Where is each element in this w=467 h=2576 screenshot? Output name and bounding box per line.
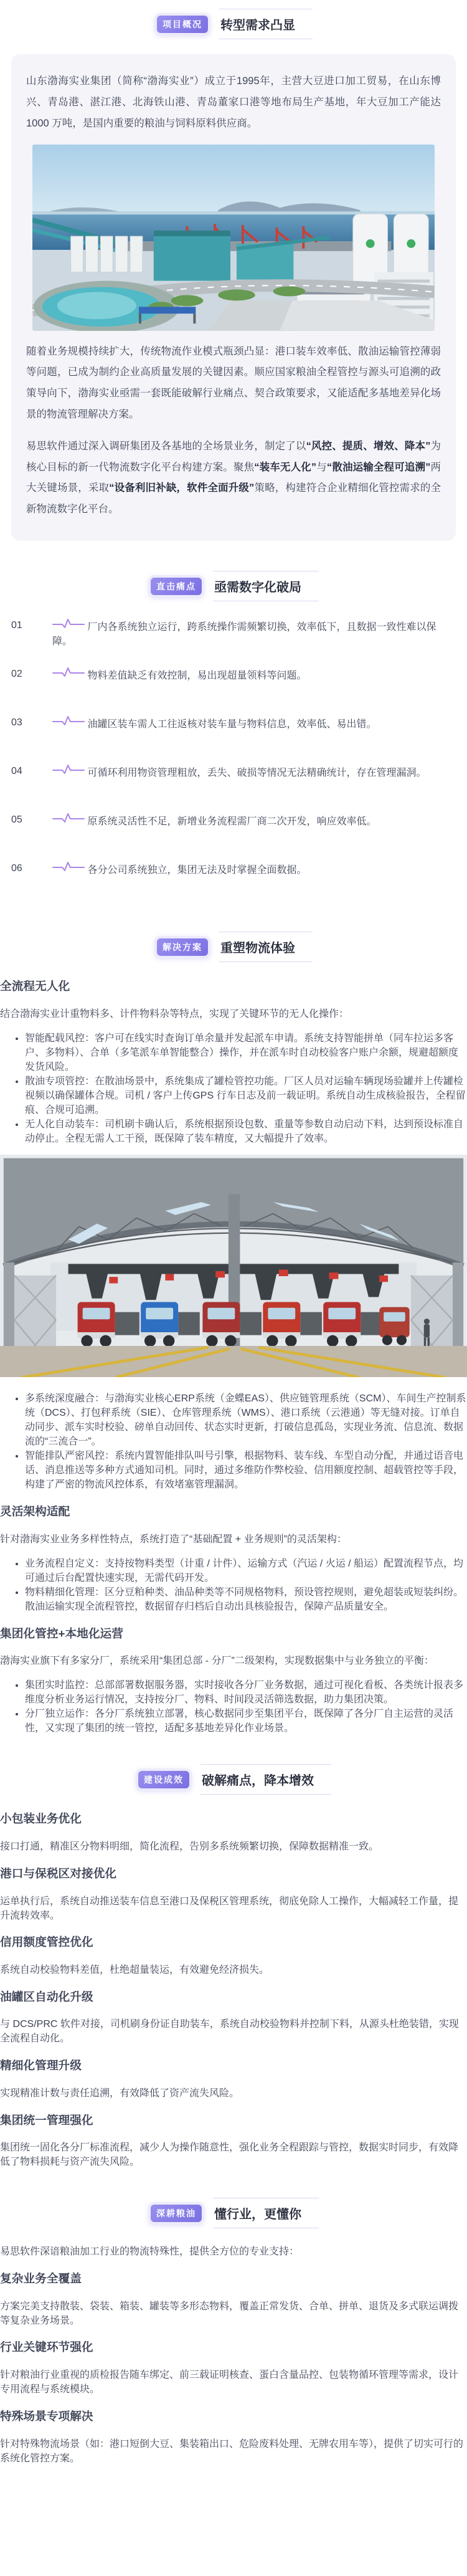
pain-text: 油罐区装车需人工往返核对装车量与物料信息，效率低、易出错。 — [87, 719, 377, 730]
emphasis-text: “设备利旧补缺，软件全面升级” — [109, 482, 255, 494]
solution-card-intro: 针对渤海实业业务多样性特点，系统打造了“基础配置 + 业务规则”的灵活架构： — [0, 1534, 347, 1545]
pain-point-list — [11, 616, 456, 902]
section-header-expertise — [0, 2198, 467, 2228]
info-card-heading: 行业关键环节强化 — [0, 2340, 93, 2354]
expertise-intro: 易思软件深谙粮油加工行业的物流特殊性，提供全方位的专业支持： — [0, 2246, 300, 2258]
pulse-icon — [52, 667, 85, 679]
bullet-text: 与渤海实业核心ERP系统（金蝶EAS）、供应链管理系统（SCM）、车间生产控制系统（DCS）、打包秤系统（SIE）、仓库管理系统（WMS）、港口系统（云港通）等无缝对接。订单自动同步、派车实时校验、磅单自动回传、状态实时更新，打破信息孤岛，实现业务流、信息流、数据流的“三流合一”。 — [25, 1393, 466, 1448]
pain-number-badge: 02 — [11, 669, 22, 680]
pain-text: 可循环利用物资管理粗放，丢失、破损等情况无法精确统计，存在管理漏洞。 — [87, 768, 427, 779]
result-card — [0, 2056, 467, 2099]
section-header-overview — [0, 9, 467, 39]
bullet-text: 区分豆粕种类、油品种类等不同规格物料，预设管控规则，避免超装或短装纠纷。散油运输实现全流程管控，数据留存归档后自动出具核验报告，保障产品质量安全。 — [25, 1586, 464, 1612]
result-card — [0, 1810, 467, 1853]
pain-number-badge: 03 — [11, 717, 22, 728]
expertise-card — [0, 2269, 467, 2327]
solution-bullet — [25, 1677, 467, 1705]
result-card — [0, 1988, 467, 2045]
bullet-lead: 散油专项管控： — [25, 1076, 95, 1087]
solution-bullet — [25, 1073, 467, 1116]
info-card-text: 实现精准计数与责任追溯，有效降低了资产流失风险。 — [0, 2087, 240, 2099]
solution-bullet — [25, 1705, 467, 1734]
overview-paragraph-3 — [26, 436, 441, 520]
emphasis-text: “散油运输全程可追溯” — [326, 461, 431, 473]
solution-card-intro: 渤海实业旗下有多家分厂，系统采用“集团总部 - 分厂”二级架构，实现数据集中与业务独立的平衡： — [0, 1656, 434, 1667]
section-header-results — [0, 1764, 467, 1795]
pulse-icon — [52, 619, 85, 630]
overview-card — [11, 54, 456, 541]
bullet-text: 总部部署数据服务器，实时接收各分厂业务数据，通过可视化看板、各类统计报表多维度分析业务运行情况，支持按分厂、物料、时间段灵活筛选数据，助力集团决策。 — [25, 1680, 464, 1705]
section-badge-frame — [136, 1768, 192, 1791]
truck-loading-bay-photo — [0, 1155, 467, 1381]
result-card — [0, 1864, 467, 1922]
pain-text: 物料差值缺乏有效控制，易出现超量领料等问题。 — [87, 670, 307, 682]
results-card-group — [0, 1810, 467, 2168]
info-card-heading: 油罐区自动化升级 — [0, 1990, 93, 2003]
pain-number-badge: 01 — [11, 620, 22, 631]
pain-number-badge: 06 — [11, 863, 22, 874]
pain-number-badge: 04 — [11, 766, 22, 777]
pain-number-badge: 05 — [11, 814, 22, 826]
section-badge-pain: 直击痛点 — [151, 578, 202, 595]
expertise-card — [0, 2407, 467, 2464]
bullet-text: 支持按物料类型（计重 / 计件）、运输方式（汽运 / 火运 / 船运）配置流程节点，均可通过后台配置快速实现，无需代码开发。 — [25, 1558, 464, 1583]
plain-text: 易思软件通过深入调研集团及各基地的全场景业务，制定了以 — [26, 440, 306, 452]
section-header-pain — [0, 571, 467, 601]
section-badge-overview: 项目概况 — [157, 16, 208, 33]
section-title-overview: 转型需求凸显 — [219, 9, 313, 39]
pulse-icon — [52, 862, 85, 873]
pain-point-item — [11, 811, 456, 853]
bullet-text: 系统内置智能排队叫号引擎，根据物料、装车线、车型自动分配，并通过语音电话、消息推送等多种方式通知司机。同时，通过多维防作弊校验、信用额度控制、超载管控等手段，构建了严密的物流风控体系，有效堵塞管理漏洞。 — [25, 1451, 464, 1491]
info-card-heading: 信用额度管控优化 — [0, 1935, 93, 1949]
plain-text: 为核心目标的新一代物流数字化平台构建方案。聚焦 — [26, 440, 441, 473]
pain-point-item — [11, 713, 456, 756]
info-card-heading: 精细化管理升级 — [0, 2059, 82, 2073]
result-card — [0, 2111, 467, 2168]
pulse-icon — [52, 716, 85, 727]
bullet-lead: 无人化自动装车： — [25, 1119, 105, 1130]
plain-text: 策略，构建符合企业精细化管控需求的全新物流数字化平台。 — [26, 482, 441, 515]
info-card-heading: 特殊场景专项解决 — [0, 2409, 93, 2423]
info-card-text: 系统自动校验物料差值，杜绝超量装运，有效避免经济损失。 — [0, 1964, 270, 1975]
section-badge-frame — [148, 575, 204, 598]
info-card-text: 运单执行后，系统自动推送装车信息至港口及保税区管理系统，彻底免除人工操作，大幅减轻工作量，提升流转效率。 — [0, 1896, 459, 1921]
bullet-text: 司机刷卡确认后，系统根据预设包数、重量等参数自动启动下料，达到预设标准自动停止。全程无需人工干预，既保障了装车精度，又大幅提升了效率。 — [25, 1119, 464, 1144]
truck-loading-illustration — [0, 1155, 467, 1378]
bullet-text: 各分厂系统独立部署，核心数据同步至集团平台，既保障了各分厂自主运营的灵活性，又实现了集团的统一管控，适配多基地差异化作业场景。 — [25, 1709, 454, 1734]
info-card-heading: 复杂业务全覆盖 — [0, 2271, 82, 2285]
solution-card — [0, 1502, 467, 1613]
info-card-heading: 港口与保税区对接优化 — [0, 1866, 117, 1880]
solution-bullet — [25, 1584, 467, 1613]
solution-bullet — [25, 1555, 467, 1584]
solution-bullet — [25, 1030, 467, 1073]
expertise-card-group — [0, 2269, 467, 2464]
info-card-text: 与 DCS/PRC 软件对接，司机刷身份证自助装车，系统自动校验物料并控制下料，从源头杜绝装错，实现全流程自动化。 — [0, 2019, 459, 2044]
pain-point-item — [11, 859, 456, 902]
bullet-lead: 物料精细化管理： — [25, 1586, 105, 1598]
info-card-text: 方案完美支持散装、袋装、箱装、罐装等多形态物料，覆盖正常发货、合单、拼单、退货及多式联运调拨等复杂业务场景。 — [0, 2301, 459, 2326]
solution-bullet — [25, 1448, 467, 1491]
bullet-lead: 集团实时监控： — [25, 1680, 95, 1691]
section-header-solution — [0, 932, 467, 962]
section-badge-frame — [154, 936, 210, 958]
solution-card-intro: 结合渤海实业计重物料多、计件物料杂等特点，实现了关键环节的无人化操作： — [0, 1008, 349, 1019]
section-badge-frame — [148, 2202, 204, 2225]
solution-card-group — [0, 977, 467, 1734]
emphasis-text: “风控、提质、增效、降本” — [306, 440, 431, 452]
section-badge-results: 建设成效 — [138, 1771, 189, 1788]
emphasis-text: “装车无人化” — [254, 461, 317, 473]
bullet-text: 在散油场景中，系统集成了罐检管控功能。厂区人员对运输车辆现场验罐并上传罐检视频以确保罐体合规。司机 / 客户上传GPS 行车日志及前一载证明。系统自动生成核验报告，全程留痕、合规可追溯。 — [25, 1076, 466, 1115]
info-card-text: 针对特殊物流场景（如：港口短倒大豆、集装箱出口、危险废料处理、无牌农用车等），提供了切实可行的系统化管控方案。 — [0, 2438, 464, 2464]
info-card-heading: 集团统一管理强化 — [0, 2113, 93, 2127]
info-card-text: 接口打通，精准区分物料明细，简化流程，告别多系统频繁切换，保障数据精准一致。 — [0, 1841, 379, 1853]
section-title-results: 破解痛点，降本增效 — [200, 1764, 331, 1795]
pulse-icon — [52, 765, 85, 776]
pain-text: 厂内各系统独立运行，跨系统操作需频繁切换，效率低下，且数据一致性难以保障。 — [52, 622, 436, 647]
solution-bullet-list — [0, 1390, 467, 1491]
solution-bullet-list — [0, 1677, 467, 1734]
pulse-icon — [52, 813, 85, 824]
pain-point-item — [11, 616, 456, 659]
section-title-solution: 重塑物流体验 — [219, 932, 313, 962]
section-badge-frame — [154, 13, 210, 36]
solution-bullet-list — [0, 1030, 467, 1145]
solution-bullet — [25, 1116, 467, 1145]
section-badge-solution: 解决方案 — [157, 938, 208, 956]
bullet-lead: 多系统深度融合： — [25, 1393, 105, 1405]
result-card — [0, 1933, 467, 1976]
bullet-lead: 业务流程自定义： — [25, 1558, 105, 1569]
overview-paragraph-2: 随着业务规模持续扩大，传统物流作业模式瓶颈凸显：港口装车效率低、散油运输管控薄弱等问题，已成为制约企业高质量发展的关键因素。顺应国家粮油全程管控与源头可追溯的政策导向下，渤海实业亟需一套既能破解行业痛点、契合政策要求，又能适配多基地差异化场景的物流管理解决方案。 — [26, 345, 441, 421]
solution-bullet — [25, 1390, 467, 1448]
bullet-text: 客户可在线实时查询订单余量并发起派车申请。系统支持智能拼单（同车拉运多客户、多物料）、合单（多笔派车单智能整合）操作，并在派车时自动校验客户账户余额，规避超额度发货风险。 — [25, 1033, 459, 1072]
solution-card-heading: 全流程无人化 — [0, 980, 70, 993]
section-badge-expertise: 深耕粮油 — [151, 2205, 202, 2222]
plain-text: 与 — [316, 461, 327, 473]
port-aerial-photo — [32, 145, 435, 330]
info-card-heading: 小包装业务优化 — [0, 1812, 82, 1826]
solution-card-heading: 集团化管控+本地化运营 — [0, 1626, 123, 1640]
pain-point-item — [11, 762, 456, 804]
bullet-lead: 分厂独立运作： — [25, 1709, 95, 1720]
section-title-pain: 亟需数字化破局 — [213, 571, 319, 601]
info-card-text: 集团统一固化各分厂标准流程，减少人为操作随意性，强化业务全程跟踪与管控，数据实时同步，有效降低了物料损耗与资产流失风险。 — [0, 2142, 459, 2168]
solution-card-heading: 灵活架构适配 — [0, 1505, 70, 1519]
solution-card — [0, 977, 467, 1491]
bullet-lead: 智能配载风控： — [25, 1033, 95, 1044]
expertise-card — [0, 2338, 467, 2395]
plain-text: 两大关键场景，采取 — [26, 461, 441, 494]
pain-text: 各分公司系统独立，集团无法及时掌握全面数据。 — [87, 865, 307, 876]
solution-bullet-list — [0, 1555, 467, 1613]
port-photo-illustration — [32, 145, 435, 330]
bullet-lead: 智能排队严密风控： — [25, 1451, 115, 1462]
section-title-expertise: 懂行业，更懂你 — [213, 2198, 319, 2228]
info-card-text: 针对粮油行业重视的质检报告随车绑定、前三载证明核查、蛋白含量品控、包装物循环管理等需求，设计专用流程与系统模块。 — [0, 2370, 459, 2395]
pain-text: 原系统灵活性不足，新增业务流程需厂商二次开发，响应效率低。 — [87, 816, 377, 828]
pain-point-item — [11, 665, 456, 707]
overview-paragraph-1: 山东渤海实业集团（简称“渤海实业”）成立于1995年，主营大豆进口加工贸易，在山东博兴、青岛港、湛江港、北海铁山港、青岛董家口港等地布局生产基地，年大豆加工产能达1000 万吨，是国内重要的粮油与饲料原料供应商。 — [26, 75, 441, 129]
solution-card — [0, 1624, 467, 1735]
